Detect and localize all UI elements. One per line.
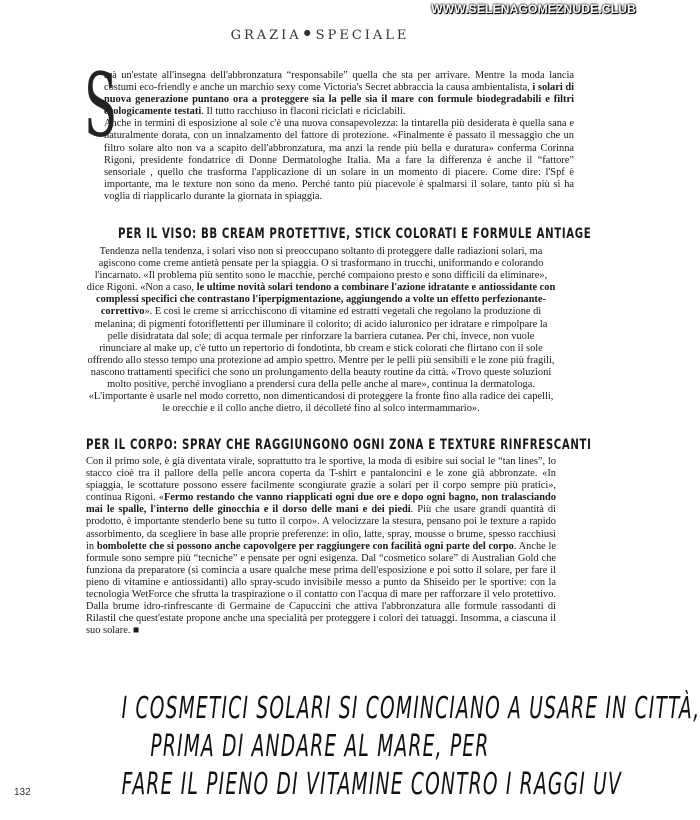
pull-quote-line1: I COSMETICI SOLARI SI COMINCIANO A USARE IN CITTÀ, [121,691,700,726]
section2-bold1: Fermo restando che vanno riapplicati ogni due ore e dopo ogni bagno, non tralasciando mai le spalle, l'interno delle ginocchia e il dorso delle mani e dei piedi [86,492,556,516]
section2-c: . Anche le formule sono sempre più “tecniche” e pensate per ogni esigenza. Dal “cosmetico solare” di Australian Gold che funziona da preparatore (si comincia a usare qualche mese prima dell'esposizione e poi sotto il solare, per fare il pieno di vitamine e antiossidanti) allo spray-scudo invisibile messo a punto da Shiseido per le sportive: con la tecnologia WetForce che sfrutta la traspirazione o il contatto con l'acqua di mare per rafforzare il velo protettivo. Dalla brume idro-rinfrescante di Germaine de Capuccini che attiva l'abbronzatura alle formule rassodanti di Rilastil che quest'estate propone anche una specialità per proteggere i colori dei tatuaggi. Insomma, a ciascuna il suo solare. ■ [86,540,556,637]
section-header [0,28,640,43]
section2-text [86,456,556,637]
watermark: WWW.SELENAGOMEZNUDE.CLUB [431,2,636,16]
intro-p1-a: arà un'estate all'insegna dell'abbronzatura “responsabile” quella che sta per arrivare. Mentre la moda lancia costumi eco-friendly e anche un marchio sexy come Victoria's Secret abbraccia la causa ambientalista, [104,70,574,94]
header-section: SPECIALE [315,28,410,43]
pull-quote-line3: FARE IL PIENO DI VITAMINE CONTRO I RAGGI UV [121,767,622,802]
header-magazine: GRAZIA [230,28,302,43]
intro-p1-bold: i solari di nuova generazione puntano ora a proteggere sia la pelle sia il mare con formule biodegradabili e filtri ecologicamente testati [104,82,574,118]
section2-heading: PER IL CORPO: SPRAY CHE RAGGIUNGONO OGNI ZONA E TEXTURE RINFRESCANTI [86,437,592,453]
page-number: 132 [14,787,31,798]
section2-a: Con il primo sole, è già diventata virale, soprattutto tra le sportive, la moda di esibire sui social le “tan lines”, lo stacco cioè tra il pallore della pelle ancora coperta da T-shirt e pantaloncini e le zone già abbronzate. «In spiaggia, le scottature possono essere facilmente scongiurate grazie a solari per il corpo sempre più pratici», continua Rigoni. « [86,456,556,504]
section1-a: Tendenza nella tendenza, i solari viso non si preoccupano soltanto di proteggere dalle radiazioni solari, ma agiscono come creme antietà pensate per la spiaggia. O si trasformano in trucchi, uniformando e colorando l'incarnato. «Il problema più sentito sono le macchie, perché compaiono presto e sono difficili da eliminare», dice Rigoni. «Non a caso, [86,246,548,294]
pull-quote-line2: PRIMA DI ANDARE AL MARE, PER [150,729,490,764]
pull-quote [0,690,700,804]
section1-heading: PER IL VISO: BB CREAM PROTETTIVE, STICK COLORATI E FORMULE ANTIAGE [118,226,592,242]
section2-bold2: bombolette che si possono anche capovolgere per raggiungere con facilità ogni parte del corpo [96,540,514,552]
section1-b: ». E così le creme si arricchiscono di vitamine ed estratti vegetali che regolano la produzione di melanina; di pigmenti fotoriflettenti per illuminare il colorito; di acido ialuronico per idratare e rimpolpare la pelle disidratata dal sole; di acqua termale per rinforzare la barriera cutanea. Per chi, invece, non vuole rinunciare al make up, c'è tutto un repertorio di fondotinta, bb cream e stick colorati che flirtano con il sole offrendo allo stesso tempo una protezione ad ampio spettro. Mentre per le pelli più sensibili e le zone più fragili, nascono trattamenti specifici che sono un prolungamento della beauty routine da città. «Trovo queste soluzioni molto positive, perché invogliano a prendersi cura della pelle anche al mare», continua la dermatologa. «L'importante è usarle nel modo corretto, non dimenticandosi di proteggere la fronte fino alla radice dei capelli, le orecchie e il collo anche dietro, il décolleté fino al solco intermammario». [87,306,555,415]
section2-b: . Più che usare grandi quantità di prodotto, è importante stenderlo bene su tutto il corpo». A velocizzare la stesura, pensano poi le texture a rapido assorbimento, da scegliere in base alle proprie preferenze: in olio, latte, spray, mousse o brume, spesso racchiusi in [86,504,557,552]
intro-text [84,54,574,203]
drop-cap: S [84,54,118,157]
header-dot: ● [303,28,314,37]
section1-bold: le ultime novità solari tendono a combinare l'azione idratante e antiossidante con complessi specifici che contrastano l'iperpigmentazione, aggiungendo a volte un effetto perfezionante-correttivo [96,282,556,318]
section1-text [86,246,556,415]
intro-p1-b: . Il tutto racchiuso in flaconi riciclati e riciclabili. [201,106,406,118]
intro-p2: Anche in termini di esposizione al sole c'è una nuova consapevolezza: la tintarella più desiderata è quella sana e naturalmente dorata, con un innalzamento del fattore di protezione. «Finalmente è passato il messaggio che un filtro solare alto non va a scapito dell'abbronzatura, ma anzi la rende più bella e duratura» conferma Corinna Rigoni, presidente fondatrice di Donne Dermatologhe Italia. Ma a fare la differenza è anche il “fattore” sensoriale , quello che trasforma l'applicazione di un solare in un momento di piacere. Come dire: l'Spf è importante, ma le texture non sono da meno. Perché tanto più piacevole è spalmarsi il solare, tanto più si ha voglia di riapplicarlo durante la giornata in spiaggia. [104,118,574,202]
